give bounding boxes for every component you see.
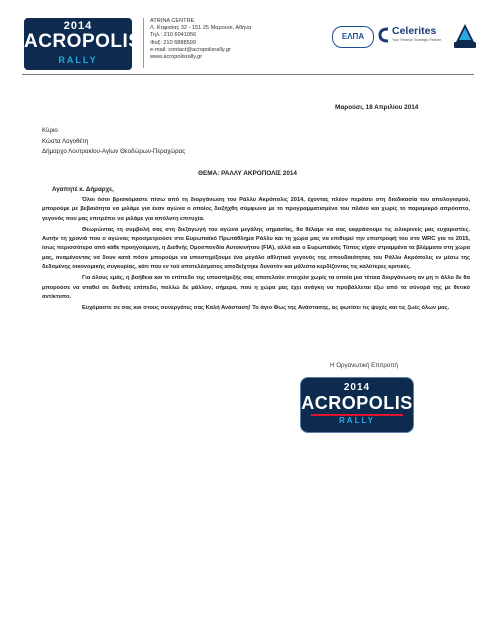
footer-logo-name: ACROPOLIS <box>301 393 413 413</box>
address-line: Φαξ: 210 6888599 <box>150 39 196 46</box>
celerites-tagline: Your Finance Strategic Partner <box>392 38 442 42</box>
address-line: e-mail: contact@acropolisrally.gr <box>150 46 231 53</box>
header-rule <box>22 74 474 75</box>
footer-logo-sub: RALLY <box>339 416 375 425</box>
letter-body <box>42 196 470 316</box>
recipient-block <box>42 126 185 158</box>
greeting: Αγαπητέ κ. Δήμαρχε, <box>52 186 114 193</box>
letter-date: Μαρούσι, 18 Απριλίου 2014 <box>335 104 419 111</box>
body-paragraph: Όλοι όσοι βρισκόμαστε πίσω από τη διοργάνωση του Ράλλυ Ακρόπολις 2014, έχοντας πλέον περάσει στη διαδικασία του απολογισμού, μπορούμε με βεβαιότητα να μιλάμε για έναν αγώνα ο οποίος διεξήχθη σύμφωνα με το προγραμματισμένο του πλάνο και χωρίς το παραμικρό απρόοπτο, γεγονός που μας επιτρέπει να μιλάμε για απόλυτη επιτυχία. <box>42 197 470 222</box>
celerites-logo: Celerites <box>392 25 437 37</box>
letterhead <box>22 14 474 72</box>
body-paragraph: Για όλους εμάς, η βοήθεια και το επίπεδο της υποστήριξής σας αποτελούν στοιχεία χωρίς τα οποία μια τέτοια διοργάνωση αν μη τι άλλο δε θα μπορούσε να σταθεί σε διεθνές επίπεδο, πολλώ δε μάλλον, σήμερα, που η χώρα μας έχει ανάγκη να προβάλλεται έξω από τα σύνορά της με θετικό αντίκτυπο. <box>42 275 470 300</box>
recipient-line: Κύριο <box>42 127 58 134</box>
signature: Η Οργανωτική Επιτροπή <box>330 362 398 369</box>
header-divider <box>143 18 144 68</box>
logo-year: 2014 <box>63 20 93 32</box>
address-line: Λ. Κηφισίας 32 - 151 25 Μαρούσι, Αθήνα <box>150 25 252 32</box>
sponsor-logos <box>332 20 474 60</box>
acropolis-rally-footer-logo <box>300 377 414 433</box>
logo-sub: RALLY <box>58 55 98 65</box>
letter-subject: ΘΕΜΑ: ΡΑΛΛΥ ΑΚΡΟΠΟΛΙΣ 2014 <box>198 170 297 177</box>
body-paragraph: Θεωρώντας τη συμβολή σας στη διεξαγωγή του αγώνα μεγάλης σημασίας, θα θέλαμε να σας εκφράσουμε τις ειλικρινείς μας ευχαριστίες. Αυτήν τη χρονιά που ο αγώνας προσμετρούσε στο Ευρωπαϊκό Πρωτάθλημα Ράλλυ και τη χώρα μας να επιθυμεί την επιστροφή του στο WRC για το 2015, ίσως περισσότερο από κάθε προηγούμενη, η Διεθνής Ομοσπονδία Αυτοκινήτου (FIA), αλλά και ο Ευρωπαϊκός Τύπος είχαν στραμμένα τα βλέμματα στη χώρα μας, αναμένοντας να δουν κατά πόσο μπορούμε να υποστηρίξουμε ένα μεγάλο αθλητικό γεγονός της σπουδαιότητας του Ράλλυ Ακρόπολις εν μέσω της δεδομένης οικονομικής συγκυρίας, κάτι που εν τού αποτελέσματος αποδείχτηκε δυνατόν και μάλιστα κερδίζοντας τις καλύτερες κριτικές. <box>42 226 470 271</box>
address-block <box>150 18 320 61</box>
address-line: Τηλ.: 210 6041056 <box>150 32 197 39</box>
elpa-logo: ΕΛΠΑ <box>332 26 374 48</box>
recipient-line: Δήμαρχο Λουτρακίου-Αγίων Θεοδώρων-Περαχώρας <box>42 148 186 155</box>
address-line: www.acropolisrally.gr <box>150 54 203 61</box>
footer-logo-year: 2014 <box>343 382 371 393</box>
acropolis-rally-logo <box>24 18 142 70</box>
body-paragraph: Ευχόμαστε σε σας και στους συνεργάτες σας Καλή Ανάσταση! Το άγιο Φως της Ανάστασης, ας φωτίσει τις ψυχές και τις ζωές όλων μας. <box>82 305 450 312</box>
celerites-icon <box>378 27 390 43</box>
rally-badge-icon <box>452 20 478 50</box>
address-line: ATRINA CENTRE <box>150 18 195 24</box>
logo-name: ACROPOLIS <box>24 31 142 52</box>
recipient-line: Κώστα Λογοθέτη <box>42 137 89 145</box>
